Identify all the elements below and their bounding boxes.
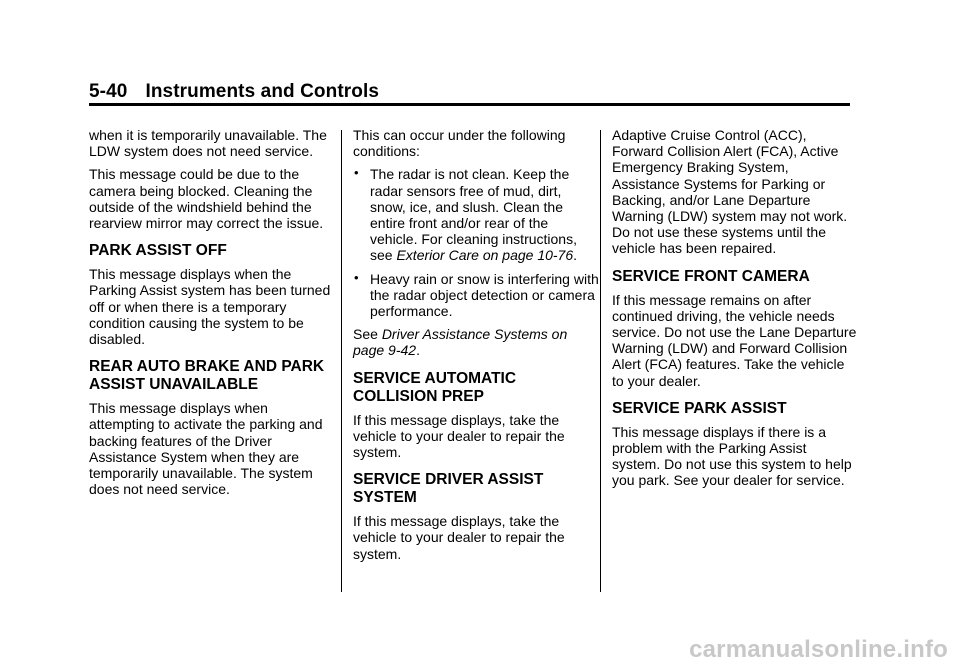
see-prefix: See xyxy=(353,326,382,343)
bullet-text: The radar is not clean. Keep the radar sensors free of mud, dirt, snow, ice, and slush. Clean the entire front and/or rear of the vehicle. For cleaning instructions, see xyxy=(370,166,577,264)
header-rule xyxy=(89,103,850,106)
cross-reference-link[interactable]: Exterior Care on page 10-76 xyxy=(396,247,574,264)
list-item xyxy=(353,166,599,263)
heading-rear-auto-brake: REAR AUTO BRAKE AND PARK ASSIST UNAVAILABLE xyxy=(89,358,325,394)
section-title: Instruments and Controls xyxy=(145,81,380,102)
paragraph: when it is temporarily unavailable. The LDW system does not need service. xyxy=(89,127,327,160)
paragraph: This message displays when the Parking Assist system has been turned off or when there is a temporary condition causing the system to be disabled. xyxy=(89,266,331,348)
punctuation: . xyxy=(573,247,578,264)
page-number: 5-40 xyxy=(89,81,128,102)
column-2 xyxy=(353,127,599,569)
paragraph: This message could be due to the camera being blocked. Cleaning the outside of the windshield behind the rearview mirror may correct the issue. xyxy=(89,166,324,232)
heading-park-assist-off: PARK ASSIST OFF xyxy=(89,242,227,260)
heading-service-front-camera: SERVICE FRONT CAMERA xyxy=(612,267,810,285)
punctuation: . xyxy=(416,342,420,359)
list-item xyxy=(353,271,599,320)
paragraph: If this message displays, take the vehicle to your dealer to repair the system. xyxy=(353,411,565,461)
paragraph: If this message displays, take the vehicle to your dealer to repair the system. xyxy=(353,513,565,562)
cross-reference-link[interactable]: Driver Assistance Systems on page 9-42 xyxy=(353,326,568,359)
bullet-list xyxy=(353,166,599,319)
heading-service-automatic-collision-prep: SERVICE AUTOMATIC COLLISION PREP xyxy=(353,369,517,405)
bullet-icon: • xyxy=(354,165,359,181)
paragraph: If this message remains on after continued driving, the vehicle needs service. Do not use the Lane Departure Warning (LDW) and Forward Collision Alert (FCA) features. Take the vehicle to your dealer. xyxy=(612,291,857,389)
watermark: carmanualsonline.info xyxy=(689,636,948,663)
paragraph: This message displays if there is a problem with the Parking Assist system. Do not use this system to help you park. See your dealer for service. xyxy=(612,423,852,489)
heading-service-park-assist: SERVICE PARK ASSIST xyxy=(612,399,787,417)
column-divider xyxy=(600,130,601,592)
column-1 xyxy=(89,127,335,504)
column-3 xyxy=(612,127,858,496)
see-also-paragraph xyxy=(353,326,599,358)
column-divider xyxy=(341,130,342,592)
bullet-text: Heavy rain or snow is interfering with the radar object detection or camera performance. xyxy=(370,270,599,320)
paragraph: This message displays when attempting to activate the parking and backing features of the Driver Assistance System when they are temporarily unavailable. The system does not need service. xyxy=(89,400,323,498)
header-text xyxy=(89,81,379,103)
paragraph: This can occur under the following conditions: xyxy=(353,127,566,160)
bullet-icon: • xyxy=(354,269,359,285)
page-header xyxy=(89,81,850,107)
heading-service-driver-assist-system: SERVICE DRIVER ASSIST SYSTEM xyxy=(353,471,544,507)
paragraph: Adaptive Cruise Control (ACC), Forward Collision Alert (FCA), Active Emergency Braking System, Assistance Systems for Parking or Backing, and/or Lane Departure Warning (LDW) system may not work. Do not use these systems until the vehicle has been repaired. xyxy=(612,127,848,257)
